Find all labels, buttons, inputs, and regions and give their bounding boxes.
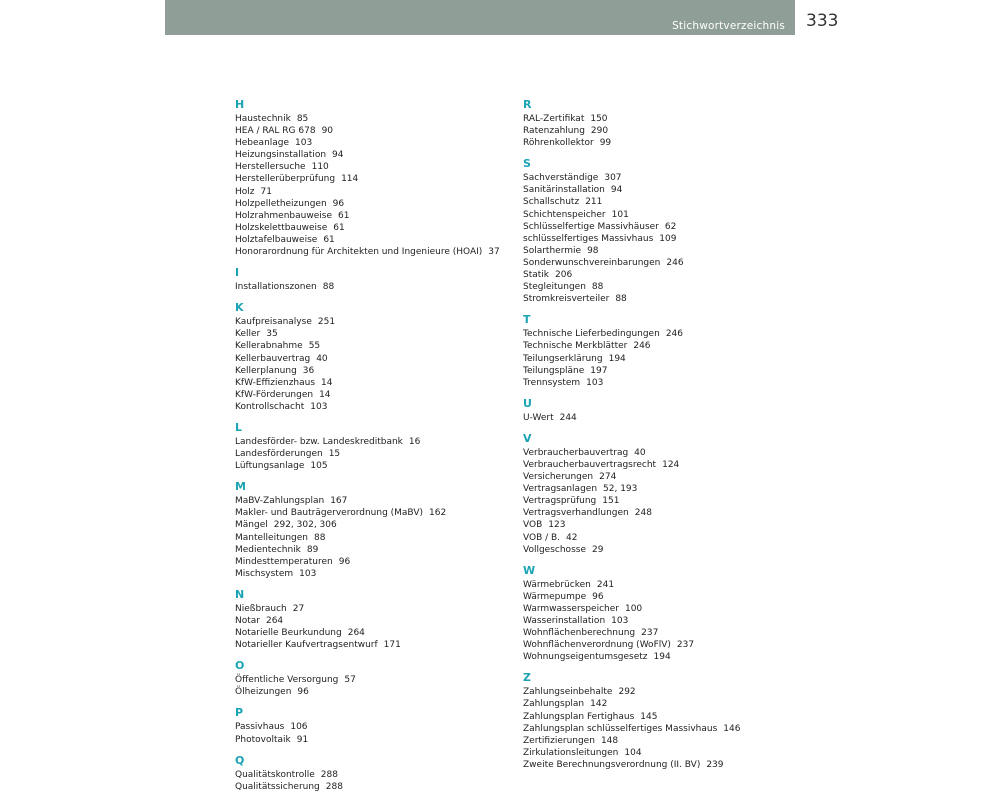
- index-section-n: [235, 588, 500, 651]
- index-page-ref: 57: [344, 675, 356, 686]
- index-term: RAL-Zertifikat: [523, 114, 585, 124]
- section-letter: H: [235, 98, 245, 111]
- index-entry: [235, 377, 500, 389]
- index-term: Kontrollschacht: [235, 401, 305, 412]
- index-term: Zertifizierungen: [523, 735, 595, 746]
- index-page-ref: 274: [599, 472, 617, 483]
- index-entry: [523, 184, 740, 196]
- index-term: Holztafelbauweise: [235, 234, 318, 245]
- index-page-ref: 148: [600, 735, 619, 746]
- index-page-ref: 88: [313, 532, 326, 543]
- index-entry: [235, 448, 500, 460]
- section-letter: O: [235, 659, 245, 673]
- index-term: Schichtenspeicher: [523, 209, 606, 220]
- index-page-ref: 194: [608, 353, 626, 364]
- index-page-ref: 42: [566, 532, 578, 543]
- index-term: Vertragsprüfung: [523, 496, 597, 507]
- index-entry: [235, 365, 500, 377]
- index-page-ref: 98: [587, 245, 599, 256]
- index-page-ref: 96: [332, 198, 345, 209]
- index-page-ref: 14: [319, 389, 331, 400]
- index-term: Makler- und Bauträgerverordnung (MaBV): [235, 508, 424, 519]
- index-term: Hebeanlage: [235, 138, 290, 149]
- index-term: Landesförder- bzw. Landeskreditbank: [235, 436, 403, 447]
- index-page-ref: 237: [676, 640, 695, 651]
- index-entry: [235, 198, 500, 210]
- index-term: Mischsystem: [235, 568, 294, 579]
- section-letter: N: [235, 587, 245, 601]
- index-term: Holzrahmenbauweise: [235, 210, 332, 221]
- index-page-ref: 288: [320, 769, 338, 780]
- index-entry: [235, 389, 500, 401]
- index-entry: [523, 735, 740, 747]
- index-term: Wasserinstallation: [523, 616, 606, 626]
- index-term: Landesförderungen: [235, 449, 323, 460]
- index-term: Herstellersuche: [235, 162, 306, 173]
- index-page-ref: 40: [316, 353, 328, 364]
- index-term: Mängel: [235, 520, 268, 531]
- index-page-ref: 103: [586, 377, 604, 388]
- index-term: KfW-Förderungen: [235, 389, 314, 400]
- index-term: Kellerbauvertrag: [235, 353, 311, 364]
- index-page-ref: 110: [311, 162, 329, 173]
- index-entry: [235, 137, 500, 149]
- index-entry: [523, 627, 740, 639]
- index-page-ref: 99: [599, 138, 612, 149]
- index-term: Wärmepumpe: [523, 591, 587, 602]
- index-term: Vollgeschosse: [523, 544, 586, 555]
- index-entry: [523, 532, 740, 544]
- index-section-t: [523, 313, 740, 388]
- index-page-ref: 239: [706, 759, 724, 770]
- index-section-z: [523, 671, 740, 771]
- index-page-ref: 71: [260, 186, 272, 197]
- index-term: Technische Merkblätter: [523, 341, 628, 352]
- index-term: KfW-Effizienzhaus: [235, 377, 316, 388]
- index-entry: [523, 639, 740, 651]
- index-entry: [235, 532, 500, 544]
- index-entry: [523, 519, 740, 531]
- index-page-ref: 123: [548, 520, 566, 531]
- index-entry: [523, 125, 740, 137]
- section-letter: T: [523, 313, 531, 327]
- index-column-left: [235, 98, 500, 801]
- index-entry: [235, 495, 500, 507]
- index-page-ref: 103: [295, 138, 313, 149]
- index-page-ref: 27: [292, 603, 305, 614]
- index-section-s: [523, 157, 740, 305]
- index-page-ref: 167: [330, 496, 348, 507]
- index-page-ref: 29: [591, 544, 604, 555]
- index-page-ref: 94: [610, 185, 623, 196]
- index-term: Zweite Berechnungsverordnung (II. BV): [523, 759, 701, 770]
- index-entry: [523, 507, 740, 519]
- index-entry: [523, 245, 740, 257]
- index-entry: [235, 568, 500, 580]
- index-page-ref: 16: [408, 436, 421, 447]
- index-section-o: [235, 659, 500, 698]
- index-section-p: [235, 706, 500, 745]
- index-entry: [523, 353, 740, 365]
- index-entry: [235, 721, 500, 733]
- index-entry: [523, 711, 740, 723]
- index-entry: [523, 686, 740, 698]
- section-letter: M: [235, 480, 246, 494]
- index-entry: [523, 747, 740, 759]
- index-section-h: [235, 98, 500, 258]
- index-term: Notarieller Kaufvertragsentwurf: [235, 640, 378, 651]
- index-entry: [523, 172, 740, 184]
- index-term: VOB / B.: [523, 532, 561, 543]
- index-entry: [235, 125, 500, 137]
- index-term: Wohnflächenverordnung (WoFlV): [523, 640, 671, 651]
- index-entry: [523, 257, 740, 269]
- index-entry: [523, 209, 740, 221]
- index-term: Statik: [523, 270, 549, 281]
- index-page-ref: 244: [559, 412, 577, 423]
- index-term: Kellerabnahme: [235, 341, 303, 352]
- section-letter: Z: [523, 671, 531, 685]
- index-entry: [523, 221, 740, 233]
- index-term: Holzpelletheizungen: [235, 198, 327, 209]
- section-letter: R: [523, 98, 532, 111]
- index-page-ref: 171: [383, 640, 401, 651]
- index-page-ref: 292, 302, 306: [273, 520, 337, 531]
- index-page-ref: 61: [333, 222, 345, 233]
- index-term: Verbraucherbauvertragsrecht: [523, 459, 657, 470]
- index-term: Mindesttemperaturen: [235, 556, 333, 567]
- index-term: Lüftungsanlage: [235, 461, 305, 472]
- index-term: Trennsystem: [523, 377, 581, 388]
- index-entry: [235, 781, 500, 793]
- index-page-ref: 89: [306, 544, 319, 555]
- index-term: Zahlungsplan: [523, 699, 585, 710]
- index-entry: [235, 603, 500, 615]
- index-term: Wärmebrücken: [523, 579, 591, 590]
- section-letter: U: [523, 396, 532, 410]
- index-page-ref: 194: [653, 652, 671, 663]
- index-section-k: [235, 301, 500, 413]
- section-letter: L: [235, 420, 243, 434]
- index-page-ref: 264: [265, 616, 284, 626]
- index-entry: [523, 447, 740, 459]
- index-section-l: [235, 421, 500, 472]
- index-page-ref: 61: [337, 210, 350, 221]
- index-term: Herstellerüberprüfung: [235, 174, 336, 185]
- index-section-i: [235, 266, 500, 293]
- index-term: U-Wert: [523, 412, 554, 423]
- index-term: Stegleitungen: [523, 282, 586, 293]
- running-header-title: Stichwortverzeichnis: [672, 20, 785, 32]
- index-entry: [235, 328, 500, 340]
- index-page-ref: 197: [590, 365, 608, 376]
- index-column-right: [523, 98, 740, 779]
- index-term: Solarthermie: [523, 245, 582, 256]
- index-entry: [235, 210, 500, 222]
- index-term: Kellerplanung: [235, 365, 297, 376]
- index-term: schlüsselfertiges Massivhaus: [523, 233, 654, 244]
- index-term: Schlüsselfertige Massivhäuser: [523, 221, 659, 232]
- section-letter: K: [235, 301, 244, 315]
- index-term: Zahlungsplan Fertighaus: [523, 711, 635, 722]
- index-term: VOB: [523, 520, 543, 531]
- index-page-ref: 290: [590, 126, 609, 137]
- index-page-ref: 91: [296, 734, 309, 745]
- index-entry: [235, 734, 500, 746]
- section-letter: V: [523, 431, 532, 445]
- index-entry: [523, 603, 740, 615]
- index-page-ref: 14: [321, 377, 333, 388]
- index-page-ref: 88: [615, 294, 627, 305]
- index-section-m: [235, 480, 500, 580]
- index-entry: [523, 651, 740, 663]
- index-entry: [235, 556, 500, 568]
- section-letter: W: [523, 563, 536, 577]
- index-term: Vertragsanlagen: [523, 484, 598, 495]
- index-term: Zahlungseinbehalte: [523, 687, 613, 698]
- index-page-ref: 237: [641, 628, 659, 639]
- index-term: Haustechnik: [235, 114, 291, 124]
- index-term: Qualitätssicherung: [235, 781, 320, 792]
- index-entry: [235, 401, 500, 413]
- index-term: Honorarordnung für Architekten und Ingenieure (HOAI): [235, 247, 483, 258]
- index-entry: [523, 412, 740, 424]
- index-entry: [235, 615, 500, 627]
- index-entry: [235, 519, 500, 531]
- index-term: Sanitärinstallation: [523, 185, 605, 196]
- index-page-ref: 109: [659, 233, 677, 244]
- index-entry: [523, 196, 740, 208]
- index-entry: [235, 507, 500, 519]
- index-page-ref: 96: [592, 591, 604, 602]
- index-entry: [523, 615, 740, 627]
- index-page-ref: 55: [308, 341, 321, 352]
- index-entry: [235, 281, 500, 293]
- index-entry: [235, 113, 500, 125]
- index-section-v: [523, 432, 740, 556]
- index-page-ref: 40: [634, 447, 646, 458]
- index-term: Heizungsinstallation: [235, 150, 327, 161]
- index-term: Wohnflächenberechnung: [523, 628, 636, 639]
- index-page-ref: 146: [723, 723, 741, 734]
- index-entry: [523, 340, 740, 352]
- index-page-ref: 103: [299, 568, 317, 579]
- index-term: Teilungspläne: [523, 365, 585, 376]
- index-term: Holzskelettbauweise: [235, 222, 328, 233]
- index-entry: [235, 340, 500, 352]
- index-entry: [523, 365, 740, 377]
- index-page-ref: 90: [321, 126, 334, 137]
- index-term: Röhrenkollektor: [523, 138, 594, 149]
- section-letter: I: [235, 266, 240, 280]
- index-term: Öffentliche Versorgung: [235, 675, 339, 686]
- index-page-ref: 150: [590, 114, 608, 124]
- index-entry: [523, 281, 740, 293]
- index-page-ref: 241: [596, 579, 615, 590]
- index-page-ref: 103: [611, 616, 629, 626]
- page-number: 333: [806, 11, 839, 31]
- index-entry: [235, 161, 500, 173]
- index-term: Medientechnik: [235, 544, 301, 555]
- index-page-ref: 85: [296, 114, 309, 124]
- index-page-ref: 105: [310, 461, 328, 472]
- section-letter: S: [523, 157, 531, 171]
- index-term: Zirkulationsleitungen: [523, 747, 619, 758]
- index-page-ref: 264: [347, 628, 365, 639]
- index-page-ref: 124: [662, 459, 680, 470]
- section-letter: Q: [235, 753, 245, 767]
- index-entry: [235, 234, 500, 246]
- index-page-ref: 96: [297, 687, 309, 698]
- index-page-ref: 246: [633, 341, 651, 352]
- index-page-ref: 211: [585, 197, 603, 208]
- index-term: Schallschutz: [523, 197, 580, 208]
- index-term: Passivhaus: [235, 722, 285, 733]
- index-entry: [235, 674, 500, 686]
- index-page-ref: 94: [332, 150, 344, 161]
- index-entry: [235, 316, 500, 328]
- index-section-u: [523, 397, 740, 424]
- index-page-ref: 88: [322, 282, 335, 293]
- index-term: Technische Lieferbedingungen: [523, 329, 660, 340]
- index-term: Keller: [235, 329, 261, 340]
- index-page-ref: 288: [325, 781, 343, 792]
- index-entry: [523, 269, 740, 281]
- index-page-ref: 36: [302, 365, 315, 376]
- index-term: Vertragsverhandlungen: [523, 508, 629, 519]
- index-entry: [523, 328, 740, 340]
- index-page-ref: 101: [611, 209, 629, 220]
- index-term: Holz: [235, 186, 255, 197]
- index-entry: [523, 377, 740, 389]
- index-term: Photovoltaik: [235, 734, 291, 745]
- index-page-ref: 251: [317, 317, 336, 328]
- index-page-ref: 104: [624, 747, 642, 758]
- index-entry: [523, 483, 740, 495]
- index-entry: [235, 686, 500, 698]
- index-page-ref: 248: [634, 508, 652, 519]
- index-page-ref: 88: [591, 282, 604, 293]
- index-term: Versicherungen: [523, 472, 594, 483]
- index-page-ref: 103: [310, 401, 328, 412]
- index-page-ref: 37: [488, 247, 500, 258]
- index-entry: [235, 173, 500, 185]
- index-term: Mantelleitungen: [235, 532, 308, 543]
- index-term: Installationszonen: [235, 282, 317, 293]
- index-term: Zahlungsplan schlüsselfertiges Massivhaus: [523, 723, 718, 734]
- index-section-q: [235, 754, 500, 793]
- index-entry: [523, 698, 740, 710]
- index-entry: [235, 246, 500, 258]
- header-bar: [165, 0, 795, 35]
- index-entry: [523, 579, 740, 591]
- index-entry: [235, 186, 500, 198]
- index-page-ref: 162: [429, 508, 447, 519]
- index-page-ref: 106: [290, 722, 308, 733]
- index-entry: [523, 723, 740, 735]
- index-section-w: [523, 564, 740, 664]
- index-term: Sonderwunschvereinbarungen: [523, 257, 661, 268]
- index-entry: [523, 113, 740, 125]
- index-entry: [235, 149, 500, 161]
- index-term: HEA / RAL RG 678: [235, 126, 316, 137]
- index-page-ref: 100: [624, 603, 643, 614]
- index-term: Qualitätskontrolle: [235, 769, 315, 780]
- index-page-ref: 114: [341, 174, 359, 185]
- index-entry: [523, 495, 740, 507]
- index-entry: [235, 639, 500, 651]
- index-page-ref: 61: [323, 234, 335, 245]
- index-term: Warmwasserspeicher: [523, 603, 619, 614]
- index-page-ref: 206: [555, 270, 573, 281]
- index-term: Kaufpreisanalyse: [235, 317, 312, 328]
- index-entry: [523, 137, 740, 149]
- index-term: Nießbrauch: [235, 603, 287, 614]
- section-letter: P: [235, 706, 244, 720]
- index-entry: [235, 436, 500, 448]
- index-page-ref: 246: [666, 257, 684, 268]
- index-page-ref: 246: [665, 329, 683, 340]
- index-entry: [235, 544, 500, 556]
- index-term: Notarielle Beurkundung: [235, 628, 342, 639]
- index-term: Wohnungseigentumsgesetz: [523, 652, 648, 663]
- index-page-ref: 292: [618, 687, 636, 698]
- index-term: Stromkreisverteiler: [523, 294, 610, 305]
- index-entry: [523, 591, 740, 603]
- index-entry: [235, 222, 500, 234]
- index-entry: [523, 471, 740, 483]
- index-entry: [235, 460, 500, 472]
- index-page-ref: 62: [664, 221, 677, 232]
- index-term: MaBV-Zahlungsplan: [235, 496, 325, 507]
- index-entry: [523, 233, 740, 245]
- index-entry: [235, 353, 500, 365]
- index-term: Ölheizungen: [235, 687, 292, 698]
- index-page-ref: 15: [328, 449, 341, 460]
- index-entry: [523, 293, 740, 305]
- index-page-ref: 96: [338, 556, 351, 567]
- index-term: Verbraucherbauvertrag: [523, 447, 629, 458]
- index-page-ref: 142: [590, 699, 608, 710]
- index-page-ref: 151: [602, 496, 620, 507]
- index-page-ref: 35: [266, 329, 278, 340]
- index-entry: [523, 459, 740, 471]
- index-term: Sachverständige: [523, 173, 599, 184]
- index-entry: [235, 769, 500, 781]
- index-page-ref: 307: [604, 173, 622, 184]
- index-term: Teilungserklärung: [523, 353, 603, 364]
- index-entry: [523, 544, 740, 556]
- index-entry: [235, 627, 500, 639]
- index-term: Notar: [235, 616, 260, 626]
- index-entry: [523, 759, 740, 771]
- index-term: Ratenzahlung: [523, 126, 585, 137]
- index-section-r: [523, 98, 740, 149]
- index-page-ref: 52, 193: [603, 484, 638, 495]
- index-page-ref: 145: [640, 711, 658, 722]
